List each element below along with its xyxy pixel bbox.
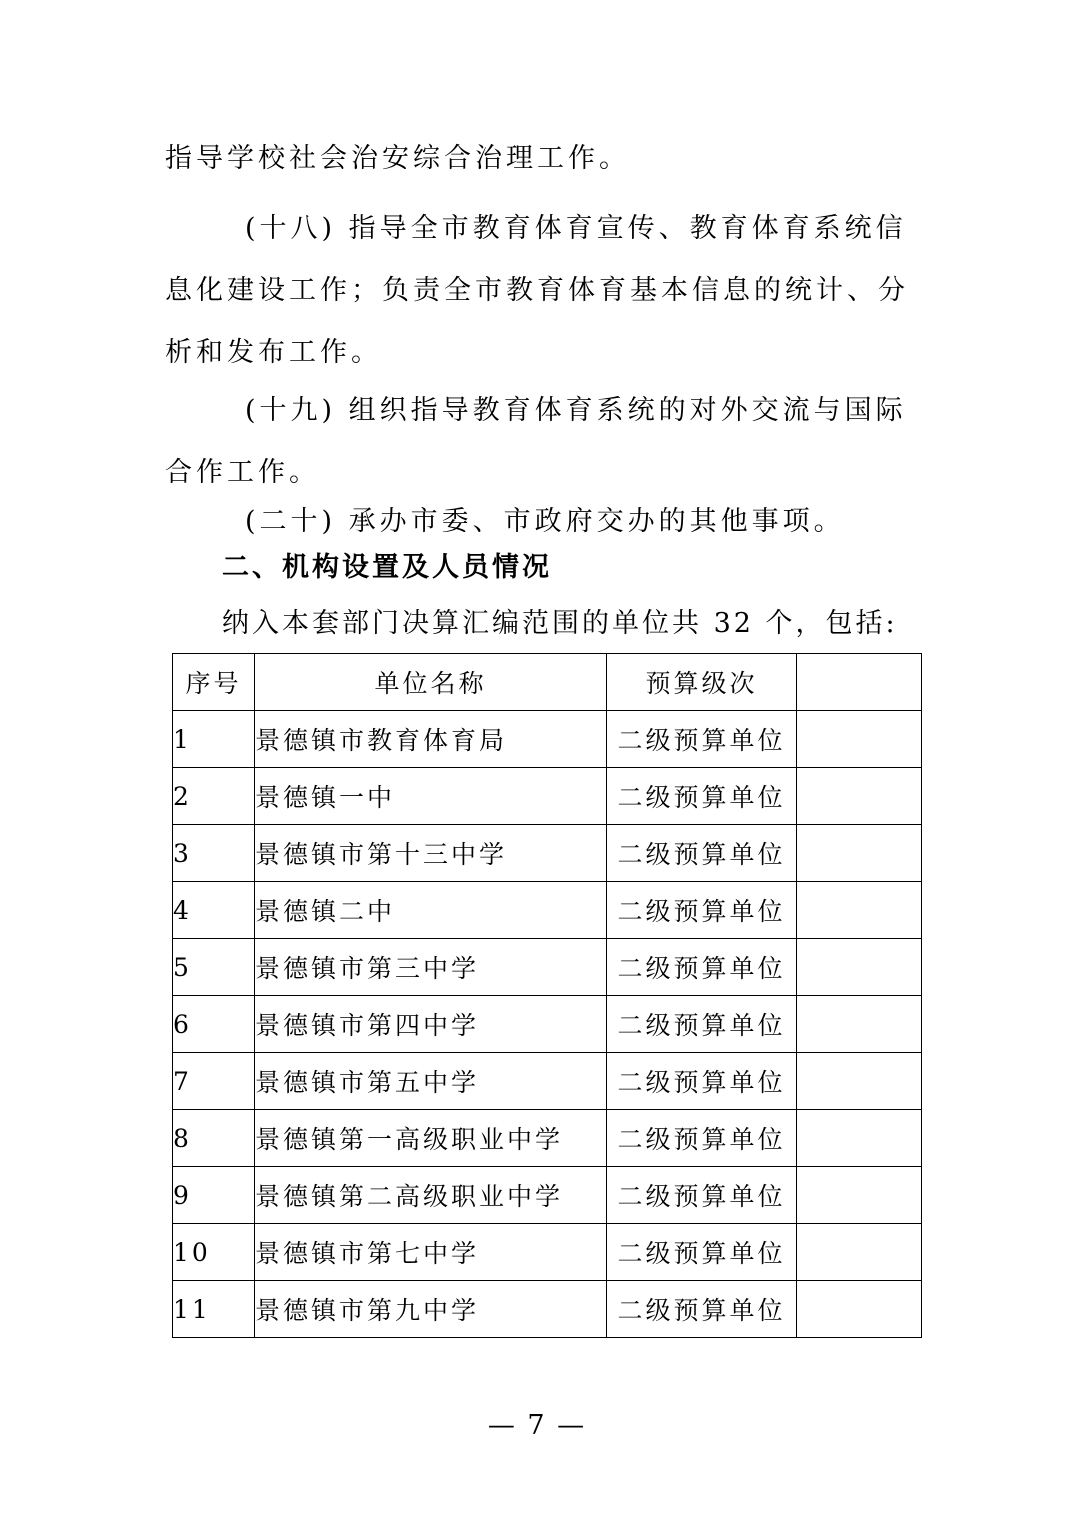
paragraph-duty-18: (十八) 指导全市教育体育宣传、教育体育系统信息化建设工作；负责全市教育体育基本信息的统计、分析和发布工作。 [165,213,909,368]
table-row [173,882,922,939]
cell-extra [797,1053,922,1110]
cell-extra [797,1224,922,1281]
cell-extra [797,996,922,1053]
cell-name: 景德镇市第十三中学 [255,825,607,882]
header-name: 单位名称 [255,654,607,711]
cell-level: 二级预算单位 [607,1110,797,1167]
table-row [173,1053,922,1110]
cell-no: 3 [173,825,255,882]
cell-level: 二级预算单位 [607,825,797,882]
cell-name: 景德镇市第五中学 [255,1053,607,1110]
cell-level: 二级预算单位 [607,882,797,939]
table-row [173,996,922,1053]
cell-name: 景德镇市教育体育局 [255,711,607,768]
table-row [173,825,922,882]
table-row [173,939,922,996]
section-intro: 纳入本套部门决算汇编范围的单位共 32 个，包括: [222,608,898,639]
cell-extra [797,1281,922,1338]
cell-level: 二级预算单位 [607,1281,797,1338]
cell-extra [797,1167,922,1224]
cell-extra [797,882,922,939]
header-no: 序号 [173,654,255,711]
cell-no: 1 [173,711,255,768]
table-row [173,1167,922,1224]
table-row [173,768,922,825]
paragraph-duty-20: (二十) 承办市委、市政府交办的其他事项。 [245,506,845,537]
cell-level: 二级预算单位 [607,939,797,996]
cell-name: 景德镇第一高级职业中学 [255,1110,607,1167]
units-table [172,653,922,1338]
cell-no: 11 [173,1281,255,1338]
table-row [173,1224,922,1281]
table-row [173,1281,922,1338]
cell-name: 景德镇市第四中学 [255,996,607,1053]
paragraph-duty-17-end: 指导学校社会治安综合治理工作。 [165,143,630,174]
cell-level: 二级预算单位 [607,996,797,1053]
cell-no: 6 [173,996,255,1053]
cell-no: 2 [173,768,255,825]
cell-level: 二级预算单位 [607,1053,797,1110]
cell-extra [797,768,922,825]
header-level: 预算级次 [607,654,797,711]
cell-name: 景德镇市第七中学 [255,1224,607,1281]
table-body [173,711,922,1338]
table-row [173,711,922,768]
cell-level: 二级预算单位 [607,711,797,768]
table-row [173,1110,922,1167]
cell-level: 二级预算单位 [607,1224,797,1281]
header-extra [797,654,922,711]
cell-no: 7 [173,1053,255,1110]
cell-extra [797,825,922,882]
cell-extra [797,1110,922,1167]
cell-level: 二级预算单位 [607,768,797,825]
page-number: — 7 — [487,1410,587,1441]
cell-name: 景德镇市第九中学 [255,1281,607,1338]
cell-no: 8 [173,1110,255,1167]
section-heading: 二、机构设置及人员情况 [222,552,552,583]
cell-name: 景德镇二中 [255,882,607,939]
cell-no: 9 [173,1167,255,1224]
table-header-row [173,654,922,711]
cell-extra [797,711,922,768]
cell-extra [797,939,922,996]
cell-no: 10 [173,1224,255,1281]
paragraph-duty-19: (十九) 组织指导教育体育系统的对外交流与国际合作工作。 [165,395,907,488]
cell-no: 5 [173,939,255,996]
cell-name: 景德镇市第三中学 [255,939,607,996]
cell-level: 二级预算单位 [607,1167,797,1224]
cell-no: 4 [173,882,255,939]
cell-name: 景德镇一中 [255,768,607,825]
cell-name: 景德镇第二高级职业中学 [255,1167,607,1224]
